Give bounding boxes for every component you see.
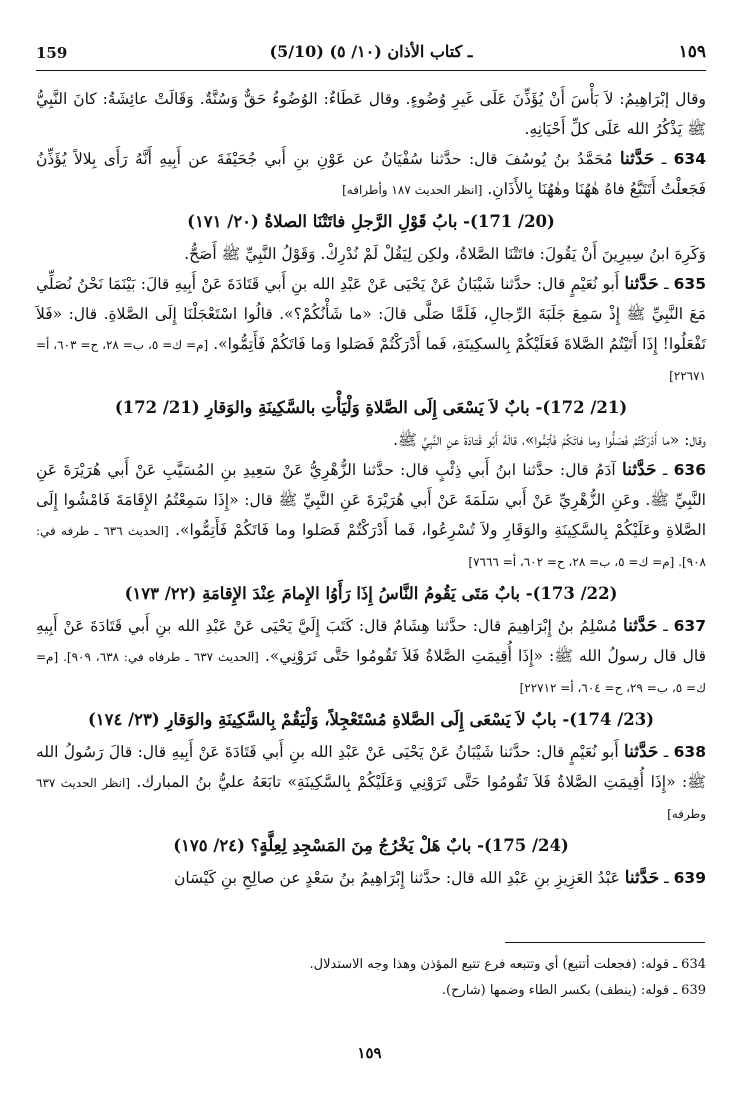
chapter-heading: (21/ 172)- بابٌ لاَ يَسْعَى إِلَى الصَّلاةِ وَلْيَأْتِ بالسَّكِينَةِ والوَقارِ (21/ 172)	[114, 398, 628, 417]
hadith-number: 636	[673, 461, 706, 479]
hadith-number: 635	[673, 275, 706, 293]
chapter-heading: (20/ 171)- بابُ قَوْلِ الرَّجلِ فاتَتْنَا الصلاةُ (٢٠/ ١٧١)	[187, 212, 555, 231]
hadith-text: آدَمُ قال: حدَّثنا ابنُ أَبي ذِئْبٍ قال: حدَّثنا الزُّهْرِيُّ عَنْ سَعِيدِ بنِ المُسَيَّبِ عَنْ أَبي هُرَيْرَةَ عَنِ النَّبِيِّ ﷺ. وعَنِ الزُّهْرِيِّ عَنْ أَبي سَلَمَةَ عَنْ أَبي هُرَيْرَةَ عَنِ النَّبِيِّ ﷺ قال: «إِذَا سَمِعْتُمُ الإِقَامَةَ فَامْشُوا إِلَى الصَّلاةِ وعَلَيْكُمْ بِالسَّكِينَةِ والوَقَارِ ولاَ تُسْرِعُوا، فَما أَدْرَكْتُمْ فَصَلوا وما فَاتَكُمْ فَأَتِمُّوا».	[36, 461, 706, 539]
hadith-text: مُحَمَّدُ بنُ يُوسُفَ قال: حدَّثنا سُفْيَانُ عن عَوْنِ بنِ أَبي جُحَيْفَةَ عن أَبِيهِ أَنَّهُ رَأَى بِلالاً يُؤَذِّنُ فَجَعلْتُ أَتَتَبَّعُ فاهُ هٰهُنَا وهٰهُنَا بِالأَذَانِ.	[36, 150, 706, 198]
hadith-text: عَبْدُ العَزِيزِ بنِ عَبْدِ الله قال: حدَّثنا إِبْرَاهِيمُ بنُ سَعْدٍ عن صالِحِ بنِ كَيْسَان	[173, 869, 620, 887]
hadith-opener: حَدَّثنا	[624, 274, 659, 294]
hadith-638: 638 ـ حَدَّثنا أَبو نُعَيْمٍ قال: حدَّثنا شَيْبَانُ عَنْ يَحْيَى عَنْ عَبْدِ الله بنِ أَبي قَتَادَةَ عَنْ أَبِيهِ قال: قالَ رَسُولُ الله ﷺ: «إِذَا أُقِيمَتِ الصَّلاةُ فَلاَ تَقُومُوا حَتَّى تَرَوْنِي وَعَلَيْكُمْ بِالسَّكِينَةِ» تابَعَهُ عليُّ بنُ المبارك. [انظر الحديث ٦٣٧ وطرفه]	[36, 742, 706, 821]
footnote-rule	[505, 942, 705, 943]
hadith-reference: [الحديث ٦٣٧ ـ طرفاه في: ٦٣٨، ٩٠٩]. [م= ك= ٥، ب= ٢٩، ح= ٦٠٤، أ= ٢٢٧١٢]	[36, 650, 706, 695]
hadith-number: 639	[673, 869, 706, 887]
chapter-heading: (23/ 174)- بابٌ لاَ يَسْعَى إِلَى الصَّلاةِ مُسْتَعْجِلاً، وَلْيَقُمْ بِالسَّكِينَةِ والوَقارِ (٢٣/ ١٧٤)	[87, 710, 655, 729]
hadith-opener: حَدَّثنا	[623, 742, 659, 762]
hadith-636: 636 ـ حَدَّثنا آدَمُ قال: حدَّثنا ابنُ أَبي ذِئْبٍ قال: حدَّثنا الزُّهْرِيُّ عَنْ سَعِيدِ بنِ المُسَيَّبِ عَنْ أَبي هُرَيْرَةَ عَنِ النَّبِيِّ ﷺ. وعَنِ الزُّهْرِيِّ عَنْ أَبي سَلَمَةَ عَنْ أَبي هُرَيْرَةَ عَنِ النَّبِيِّ ﷺ قال: «إِذَا سَمِعْتُمُ الإِقَامَةَ فَامْشُوا إِلَى الصَّلاةِ وعَلَيْكُمْ بِالسَّكِينَةِ والوَقَارِ ولاَ تُسْرِعُوا، فَما أَدْرَكْتُمْ فَصَلوا وما فَاتَكُمْ فَأَتِمُّوا». [الحديث ٦٣٦ ـ طرفه في: ٩٠٨]. [م= ك= ٥، ب= ٢٨، ح= ٦٠٢، أ= ٧٦٦٦]	[36, 460, 706, 569]
hadith-634: 634 ـ حَدَّثنا مُحَمَّدُ بنُ يُوسُفَ قال: حدَّثنا سُفْيَانُ عن عَوْنِ بنِ أَبي جُحَيْفَةَ عن أَبِيهِ أَنَّهُ رَأَى بِلالاً يُؤَذِّنُ فَجَعلْتُ أَتَتَبَّعُ فاهُ هٰهُنَا وهٰهُنَا بِالأَذَانِ. [انظر الحديث ١٨٧ وأطرافه]	[36, 149, 706, 198]
hadith-639: 639 ـ حَدَّثنا عَبْدُ العَزِيزِ بنِ عَبْدِ الله قال: حدَّثنا إِبْرَاهِيمُ بنُ سَعْدٍ عن صالِحِ بنِ كَيْسَان	[173, 868, 706, 888]
hadith-opener: حَدَّثنا	[622, 460, 657, 480]
page-number-latin: 159	[36, 44, 68, 62]
main-text	[36, 84, 706, 893]
page-number-arabic: ١٥٩	[678, 42, 706, 62]
hadith-opener: حَدَّثنا	[619, 149, 655, 169]
hadith-635: 635 ـ حَدَّثنا أَبو نُعَيْمٍ قال: حدَّثنا شَيْبَانُ عَنْ يَحْيَى عَنْ عَبْدِ الله بنِ أَبي قَتَادَةَ عَنْ أَبِيهِ قالَ: بَيْنَمَا نَحْنُ نُصَلِّي مَعَ النَّبِيِّ ﷺ إِذْ سَمِعَ جَلَبَةَ الرِّجالِ، فَلَمَّا صَلَّى قالَ: «ما شَأْنُكُمْ؟». قالُوا اسْتَعْجَلْنَا إِلَى الصَّلاةِ. قال: «فَلاَ تَفْعَلُوا! إِذَا أَتَيْتُمُ الصَّلاةَ فَعَلَيْكُمْ بِالسكِينَةِ، فَما أَدْرَكْتُمْ فَصَلوا وَما فَاتَكُمْ فَأَتِمُّوا». [م= ك= ٥، ب= ٢٨، ح= ٦٠٣، أ= ٢٢٦٧١]	[36, 274, 706, 383]
hadith-opener: حَدَّثنا	[622, 616, 658, 636]
footnote: 639 ـ قوله: (ينطف) بكسر الطاء وضمها (شارح).	[441, 983, 706, 998]
hadith-reference: [م= ك= ٥، ب= ٢٨، ح= ٦٠٣، أ= ٢٢٦٧١]	[36, 338, 706, 383]
hadith-text: أَبو نُعَيْمٍ قال: حدَّثنا شَيْبَانُ عَنْ يَحْيَى عَنْ عَبْدِ الله بنِ أَبي قَتَادَةَ عَنْ أَبِيهِ قال: قالَ رَسُولُ الله ﷺ: «إِذَا أُقِيمَتِ الصَّلاةُ فَلاَ تَقُومُوا حَتَّى تَرَوْنِي وَعَلَيْكُمْ بِالسَّكِينَةِ» تابَعَهُ عليُّ بنُ المبارك.	[36, 743, 706, 791]
running-title: (5/10) ـ كتاب الأذان (١٠/ ٥)	[269, 42, 473, 61]
footnote: 634 ـ قوله: (فجعلت أتتبع) أي وتتبعه فرع تتبع المؤذن وهذا وجه الاستدلال.	[309, 957, 706, 972]
body-paragraph: وقال إبْرَاهِيمُ: لاَ بَأْسَ أَنْ يُؤَذِّنَ عَلَى غَيرِ وُضُوءٍ. وقال عَطَاءٌ: الوُضُوءُ حَقٌّ وَسُنَّةٌ. وَقَالَتْ عائِشَةُ: كانَ النَّبِيُّ ﷺ يَذْكُرُ الله عَلَى كلِّ أَحْيَانِهِ.	[36, 90, 706, 138]
footer-page-number: ١٥٩	[357, 1044, 382, 1062]
hadith-number: 634	[673, 150, 706, 168]
chapter-heading: (22/ 173)- بابٌ مَتَى يَقُومُ النَّاسُ إِذَا رَأَوُا الإِمامَ عِنْدَ الإِقامَةِ (٢٢/ ١٧٣)	[124, 584, 618, 603]
footnotes	[36, 952, 706, 1004]
hadith-opener: حَدَّثنا	[624, 868, 660, 888]
hadith-reference: [انظر الحديث ١٨٧ وأطرافه]	[342, 183, 483, 197]
hadith-reference: [الحديث ٦٣٦ ـ طرفه في: ٩٠٨]. [م= ك= ٥، ب= ٢٨، ح= ٦٠٢، أ= ٧٦٦٦]	[36, 524, 706, 569]
hadith-text: مُسْلِمُ بنُ إِبْرَاهِيمَ قال: حدَّثنا هِشَامٌ قال: كَتَبَ إِلَيَّ يَحْيَى عَنْ عَبْدِ الله بنِ أَبي قَتَادَةَ عَنْ أَبِيهِ قال قال رسولُ الله ﷺ: «إِذَا أُقِيمَتِ الصَّلاةُ فَلاَ تَقُومُوا حَتَّى تَرَوْنِي».	[36, 617, 706, 665]
hadith-number: 638	[673, 743, 706, 761]
hadith-number: 637	[673, 617, 706, 635]
header-rule	[36, 70, 706, 71]
page-header	[36, 40, 706, 66]
body-paragraph: وَكَرِهَ ابنُ سِيرِينَ أَنْ يَقُولَ: فاتَتْنَا الصَّلاةُ، ولكِن لِيَقُلْ لَمْ نُدْرِكْ. وَقَوْلُ النَّبِيِّ ﷺ أَصَحُّ.	[184, 245, 706, 263]
hadith-reference: [انظر الحديث ٦٣٧ وطرفه]	[36, 776, 706, 821]
body-paragraph: وقال: «ما أَدْرَكْتُمْ فَصَلُّوا وما فاتَكُمْ فَأتِمُّوا»، قالَهُ أَبُو قَتادَةَ عنِ النَّبِيِّ ﷺ.	[393, 431, 706, 449]
hadith-637: 637 ـ حَدَّثنا مُسْلِمُ بنُ إِبْرَاهِيمَ قال: حدَّثنا هِشَامٌ قال: كَتَبَ إِلَيَّ يَحْيَى عَنْ عَبْدِ الله بنِ أَبي قَتَادَةَ عَنْ أَبِيهِ قال قال رسولُ الله ﷺ: «إِذَا أُقِيمَتِ الصَّلاةُ فَلاَ تَقُومُوا حَتَّى تَرَوْنِي». [الحديث ٦٣٧ ـ طرفاه في: ٦٣٨، ٩٠٩]. [م= ك= ٥، ب= ٢٩، ح= ٦٠٤، أ= ٢٢٧١٢]	[36, 616, 706, 695]
chapter-heading: (24/ 175)- بابٌ هَلْ يَخْرُجُ مِنَ المَسْجِدِ لِعِلَّةٍ؟ (٢٤/ ١٧٥)	[173, 836, 569, 855]
hadith-text: أَبو نُعَيْمٍ قال: حدَّثنا شَيْبَانُ عَنْ يَحْيَى عَنْ عَبْدِ الله بنِ أَبي قَتَادَةَ عَنْ أَبِيهِ قالَ: بَيْنَمَا نَحْنُ نُصَلِّي مَعَ النَّبِيِّ ﷺ إِذْ سَمِعَ جَلَبَةَ الرِّجالِ، فَلَمَّا صَلَّى قالَ: «ما شَأْنُكُمْ؟». قالُوا اسْتَعْجَلْنَا إِلَى الصَّلاةِ. قال: «فَلاَ تَفْعَلُوا! إِذَا أَتَيْتُمُ الصَّلاةَ فَعَلَيْكُمْ بِالسكِينَةِ، فَما أَدْرَكْتُمْ فَصَلوا وَما فَاتَكُمْ فَأَتِمُّوا».	[36, 275, 706, 353]
